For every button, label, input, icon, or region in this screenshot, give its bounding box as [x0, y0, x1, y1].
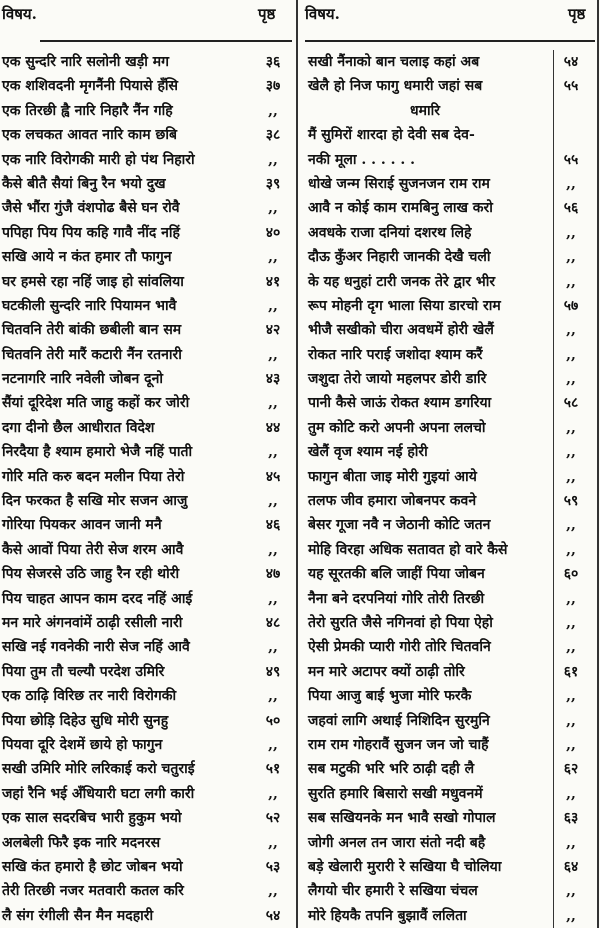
entry-page: ,,	[268, 200, 278, 217]
entry-page: ४२	[265, 322, 281, 339]
entry-title: गोरि मति करु बदन मलीन पिया तेरो	[2, 468, 185, 485]
entry-title: बेसर गूजा नवै न जेठानी कोटि जतन	[308, 517, 491, 534]
index-entry	[300, 172, 596, 196]
entry-page: ३६	[265, 54, 281, 70]
entry-title: नकी मूला . . . . . .	[308, 151, 416, 168]
index-entry	[2, 709, 294, 733]
index-entry	[2, 196, 294, 220]
entry-title: रूप मोहनी दृग भाला सिया डारचो राम	[308, 297, 501, 314]
index-entry	[2, 270, 294, 294]
entry-title: धोखे जन्म सिराई सुजनजन राम राम	[308, 175, 490, 192]
entry-title: मोरे हियकै तपनि बुझावैं ललिता	[308, 907, 467, 924]
index-entry	[300, 733, 596, 757]
entry-title: गोरिया पियकर आवन जानी मनै	[2, 517, 162, 534]
right-header-page: पृष्ठ	[568, 5, 586, 23]
index-entry	[300, 660, 596, 684]
entry-page: ५१	[265, 761, 281, 778]
entry-page: ६२	[563, 761, 579, 778]
index-entry	[2, 367, 294, 391]
index-entry	[2, 74, 294, 98]
entry-page: ,,	[268, 297, 278, 314]
entry-page: ५४	[563, 54, 579, 70]
entry-title: पिया छोड़ि दिहेउ सुधि मोरी सुनहु	[2, 712, 169, 729]
left-header-subject: विषय.	[2, 5, 37, 23]
index-entry	[2, 294, 294, 318]
entry-page: ,,	[268, 249, 278, 266]
entry-title: जशुदा तेरो जायो महलपर डोरी डारि	[308, 371, 487, 388]
index-entry	[2, 245, 294, 269]
entry-title: आवै न कोई काम रामबिनु लाख करो	[308, 200, 493, 217]
entry-title: सखि कंत हमारो है छोट जोबन भयो	[2, 858, 183, 875]
entry-title: एक नारि विरोगकी मारी हो पंथ निहारो	[2, 151, 195, 168]
entry-title: जैसे भौंरा गुंजै वंशपोढ बैसे घन रोवै	[2, 200, 180, 217]
entry-page: ,,	[566, 785, 576, 802]
entry-title: दिन फरकत है सखि मोर सजन आजु	[2, 493, 188, 510]
index-entry	[2, 538, 294, 562]
index-entry	[300, 782, 596, 806]
index-entry	[2, 635, 294, 659]
index-entry	[2, 879, 294, 903]
entry-page: ,,	[566, 249, 576, 266]
entry-title: एक लचकत आवत नारि काम छबि	[2, 127, 177, 144]
index-entry	[300, 709, 596, 733]
entry-page: ४८	[265, 614, 281, 631]
entry-page: ,,	[268, 444, 278, 461]
index-entry	[300, 148, 596, 172]
entry-title: मन मारे अटापर क्यों ठाढ़ी तोरि	[308, 663, 465, 680]
index-entry	[300, 318, 596, 342]
index-entry	[2, 782, 294, 806]
entry-page: ६४	[563, 858, 579, 875]
entry-title: पपिहा पिय पिय कहि गावै नींद नहिं	[2, 224, 180, 241]
entry-title: नैना बने दरपनियां गोरि तोरी तिरछी	[308, 590, 485, 607]
entry-page: ५९	[563, 493, 579, 510]
index-entry	[300, 294, 596, 318]
entry-page: ३७	[265, 78, 281, 95]
entry-title: सखी नैंनाको बान चलाइ कहां अब	[308, 54, 480, 70]
index-entry	[2, 465, 294, 489]
entry-page: ,,	[566, 224, 576, 241]
entry-title: जहवां लागि अथाई निशिदिन सुरमुनि	[308, 712, 490, 729]
entry-title: एक तिरछी ह्वै नारि निहारै नैंन गहि	[2, 102, 173, 119]
index-entry	[2, 684, 294, 708]
entry-page: ४९	[265, 663, 281, 680]
entry-title: जोगी अनल तन जारा संतो नदी बहै	[308, 834, 486, 851]
entry-title: जहां रैनि भई अँधियारी घटा लगी कारी	[2, 785, 195, 802]
entry-page: ६०	[563, 566, 579, 583]
index-entry	[300, 904, 596, 928]
index-entry	[300, 538, 596, 562]
entry-title: भीजै सखीको चीरा अवधमें होरी खेलैं	[308, 322, 494, 339]
entry-title: पियवा दूरि देशमें छाये हो फागुन	[2, 736, 163, 753]
entry-title: सैंयां दूरिदेश मति जाहु कहों कर जोरी	[2, 395, 190, 412]
index-entry	[2, 757, 294, 781]
entry-page: ,,	[566, 371, 576, 388]
entry-page: ,,	[268, 785, 278, 802]
entry-title: पिय सेजरसे उठि जाहु रैन रही थोरी	[2, 566, 180, 583]
right-header-rule	[305, 40, 595, 42]
index-entry	[300, 587, 596, 611]
index-entry	[300, 831, 596, 855]
entry-page: ४४	[265, 419, 281, 436]
entry-title: पिया तुम तौ चल्यौ परदेश उमिरि	[2, 663, 165, 680]
entry-title: के यह धनुहां टारी जनक तेरे द्वार भीर	[308, 273, 496, 290]
entry-page: ३८	[265, 127, 281, 144]
index-entry	[2, 611, 294, 635]
entry-title: निरदैया है श्याम हमारो भेजै नहिं पाती	[2, 444, 193, 461]
entry-title: एक साल सदरबिच भारी हुकुम भयो	[2, 810, 182, 827]
entry-page: ,,	[566, 444, 576, 461]
entry-page: ,,	[566, 614, 576, 631]
entry-page: ,,	[268, 688, 278, 705]
index-entry	[2, 904, 294, 928]
index-entry	[300, 489, 596, 513]
index-entry	[300, 684, 596, 708]
entry-title: तेरी तिरछी नजर मतवारी कतल करि	[2, 883, 184, 900]
entry-title: सखि नई गवनेकी नारी सेज नहिं आवै	[2, 639, 190, 656]
entry-page: ,,	[268, 395, 278, 412]
entry-page: ,,	[566, 541, 576, 558]
entry-page: ,,	[566, 834, 576, 851]
entry-page: ५५	[563, 151, 579, 168]
entry-title: रोकत नारि पराई जशोदा श्याम करैं	[308, 346, 483, 363]
index-entry	[300, 245, 596, 269]
index-entry	[300, 343, 596, 367]
entry-page: ५८	[563, 395, 579, 412]
index-entry	[300, 50, 596, 74]
entry-page: ४५	[265, 468, 281, 485]
entry-title: बड़े खेलारी मुरारी रे सखिया घै चोलिया	[308, 858, 502, 875]
index-entry	[300, 806, 596, 830]
index-entry	[2, 123, 294, 147]
index-entry	[2, 513, 294, 537]
column-divider	[296, 0, 298, 928]
entry-title: पिया आजु बाई भुजा मोरि फरकै	[308, 688, 472, 705]
index-entry	[2, 99, 294, 123]
index-entry	[300, 465, 596, 489]
entry-page: ४३	[265, 371, 281, 388]
entry-page: ,,	[268, 493, 278, 510]
index-entry	[2, 855, 294, 879]
entry-title: तलफ जीव हमारा जोबनपर कवने	[308, 493, 477, 510]
entry-page: ४७	[265, 566, 281, 583]
entry-title: दगा दीनो छैल आधीरात विदेश	[2, 419, 155, 436]
entry-title: एक सुन्दरि नारि सलोनी खड़ी मग	[2, 54, 169, 70]
right-header-subject: विषय.	[305, 5, 340, 23]
entry-page: ५२	[265, 810, 281, 827]
entry-title: मन मारे अंगनवांमें ठाढ़ी रसीली नारी	[2, 614, 183, 631]
left-header-page: पृष्ठ	[258, 5, 276, 23]
entry-page: ,,	[566, 517, 576, 534]
entry-page: ,,	[566, 468, 576, 485]
index-entry	[300, 367, 596, 391]
entry-page: ,,	[566, 736, 576, 753]
entry-title: तुम कोटि करो अपनी अपना ललचो	[308, 419, 486, 436]
index-entry	[2, 172, 294, 196]
entry-title: कैसे आवों पिया तेरी सेज शरम आवै	[2, 541, 184, 558]
entry-title: मैं सुमिरों शारदा हो देवी सब देव-	[308, 127, 475, 144]
entry-page: ४०	[265, 224, 281, 241]
entry-page: ,,	[268, 102, 278, 119]
index-entry	[300, 440, 596, 464]
entry-title: लै संग रंगीली सैन मैन मदहारी	[2, 907, 154, 924]
index-entry	[2, 50, 294, 74]
entry-page: ,,	[268, 639, 278, 656]
entry-title: एक शशिवदनी मृगनैंनी पियासे हँसि	[2, 78, 179, 95]
entry-title: पिय चाहत आपन काम दरद नहिं आई	[2, 590, 193, 607]
index-entry	[300, 855, 596, 879]
entry-page: ६३	[563, 810, 579, 827]
entry-page: ,,	[566, 907, 576, 924]
entry-title: ऐसी प्रेमकी प्यारी गोरी तोरि चितवनि	[308, 639, 491, 656]
index-entry	[2, 416, 294, 440]
entry-title: सब सखियनके मन भावै सखो गोपाल	[308, 810, 496, 827]
entry-page: ५५	[563, 78, 579, 95]
index-entry	[300, 635, 596, 659]
entry-page: ,,	[566, 639, 576, 656]
entry-title: यह सूरतकी बलि जाहीं पिया जोबन	[308, 566, 485, 583]
section-heading	[300, 99, 596, 123]
entry-title: घर हमसे रहा नहिं जाइ हो सांवलिया	[2, 273, 184, 290]
index-entry	[300, 270, 596, 294]
entry-page: ३९	[265, 175, 281, 192]
index-entry	[300, 416, 596, 440]
entry-page: ,,	[268, 883, 278, 900]
index-entry	[2, 489, 294, 513]
section-heading-text: धमारि	[410, 102, 440, 119]
entry-page: ,,	[566, 346, 576, 363]
index-entry	[2, 733, 294, 757]
index-entry	[2, 806, 294, 830]
entry-title: लैगयो चीर हमारी रे सखिया चंचल	[308, 883, 478, 900]
entry-title: राम राम गोहरावैं सुजन जन जो चाहैं	[308, 736, 489, 753]
index-entry	[2, 587, 294, 611]
entry-page: ,,	[566, 322, 576, 339]
entry-title: एक ठाढ़ि विरिछ तर नारी विरोगकी	[2, 688, 177, 705]
index-entry	[300, 196, 596, 220]
index-entry	[300, 879, 596, 903]
entry-title: नटनागरि नारि नवेली जोबन दूनो	[2, 371, 163, 388]
entry-title: चितवनि तेरी बांकी छबीली बान सम	[2, 322, 182, 339]
entry-page: ,,	[268, 346, 278, 363]
entry-title: सखी उमिरि मोरि लरिकाई करो चतुराई	[2, 761, 195, 778]
entry-page: ,,	[566, 712, 576, 729]
entry-title: खेलैं वृज श्याम नई होरी	[308, 444, 428, 461]
index-entry	[2, 343, 294, 367]
entry-title: सब मटुकी भरि भरि ठाढ़ी दही लै	[308, 761, 475, 778]
left-index-list	[2, 50, 294, 928]
entry-page: ,,	[268, 151, 278, 168]
index-entry	[300, 74, 596, 98]
entry-page: ५०	[265, 712, 281, 729]
entry-page: ६१	[563, 663, 579, 680]
entry-page: ५३	[265, 858, 281, 875]
index-entry	[300, 123, 596, 147]
index-entry	[2, 391, 294, 415]
index-entry	[2, 660, 294, 684]
entry-title: पानी कैसे जाऊं रोकत श्याम डगरिया	[308, 395, 492, 412]
entry-title: सुरति हमारि बिसारो सखी मधुवनमें	[308, 785, 483, 802]
index-entry	[2, 221, 294, 245]
entry-title: अवधके राजा दनियां दशरथ लिहे	[308, 224, 472, 241]
index-entry	[2, 318, 294, 342]
entry-title: सखि आये न कंत हमार तौ फागुन	[2, 249, 172, 266]
entry-page: ,,	[566, 688, 576, 705]
index-entry	[2, 831, 294, 855]
left-header-rule	[40, 40, 292, 42]
index-entry	[2, 440, 294, 464]
entry-page: ,,	[268, 541, 278, 558]
entry-page: ५६	[563, 200, 579, 217]
entry-title: चितवनि तेरी मारैं कटारी नैंन रतनारी	[2, 346, 182, 363]
entry-title: अलबेली फिरै इक नारि मदनरस	[2, 834, 161, 851]
entry-page: ४१	[265, 273, 281, 290]
index-entry	[300, 611, 596, 635]
index-entry	[300, 513, 596, 537]
right-border	[597, 0, 599, 928]
entry-page: ५४	[265, 907, 281, 924]
entry-page: ,,	[268, 736, 278, 753]
index-entry	[2, 562, 294, 586]
entry-page: ,,	[566, 175, 576, 192]
entry-title: मोहि विरहा अधिक सतावत हो वारे कैसे	[308, 541, 508, 558]
entry-page: ,,	[566, 883, 576, 900]
entry-page: ,,	[566, 590, 576, 607]
entry-page: ४६	[265, 517, 281, 534]
entry-page: ,,	[566, 273, 576, 290]
entry-title: दौऊ कुँअर निहारी जानकी देखै चली	[308, 249, 491, 266]
index-entry	[300, 221, 596, 245]
entry-title: घटकीली सुन्दरि नारि पियामन भावै	[2, 297, 177, 314]
entry-title: कैसे बीतै सैयां बिनु रैन भयो दुख	[2, 175, 166, 192]
right-index-list	[300, 50, 596, 928]
entry-page: ,,	[268, 590, 278, 607]
index-entry	[300, 391, 596, 415]
entry-page: ५७	[563, 297, 579, 314]
index-entry	[300, 562, 596, 586]
entry-title: तेरो सुरति जैसे नगिनवां हो पिया ऐहो	[308, 614, 493, 631]
entry-page: ,,	[268, 834, 278, 851]
entry-title: फागुन बीता जाइ मोरी गुइयां आये	[308, 468, 477, 485]
index-entry	[2, 148, 294, 172]
index-entry	[300, 757, 596, 781]
entry-page: ,,	[566, 419, 576, 436]
entry-title: खेलै हो निज फागु धमारी जहां सब	[308, 78, 483, 95]
